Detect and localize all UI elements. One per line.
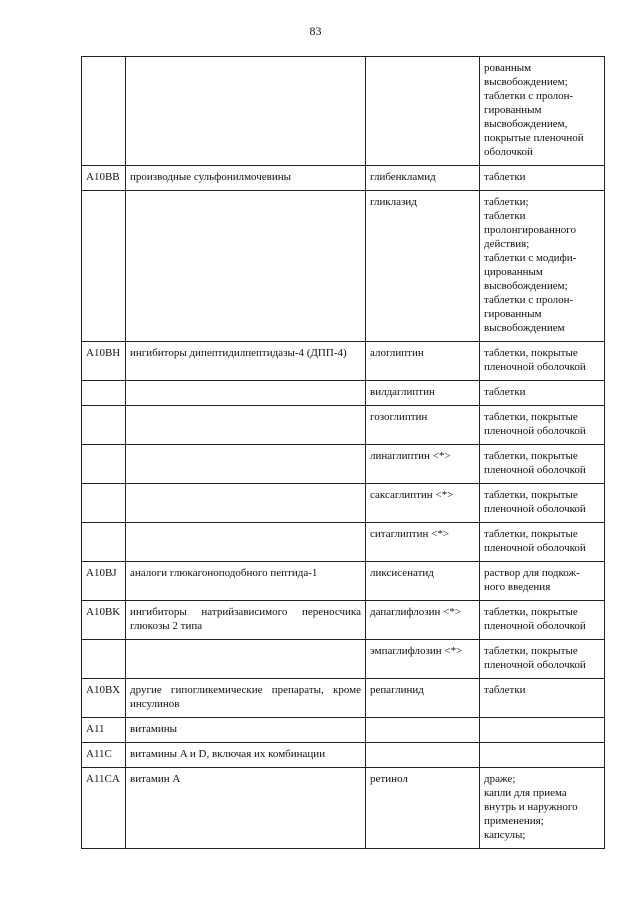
dosage-form-cell: таблетки, покрытые пленочной оболочкой [480,342,605,381]
drug-name-cell [366,57,480,166]
atc-code-cell: A10BX [82,679,126,718]
drug-name-cell: ретинол [366,768,480,849]
drug-name-cell: гликлазид [366,191,480,342]
table-row [82,718,605,743]
atc-code-cell [82,484,126,523]
group-name-cell: ингибиторы дипептидилпептидазы-4 (ДПП-4) [126,342,366,381]
table-row [82,679,605,718]
dosage-form-cell: рованным высвобождением; таблетки с пролон- гированным высвобождением, покрытые пленочной оболочкой [480,57,605,166]
table-row [82,484,605,523]
table-row [82,406,605,445]
group-name-cell: витамины [126,718,366,743]
dosage-form-cell [480,743,605,768]
table-row [82,768,605,849]
dosage-form-cell: таблетки [480,166,605,191]
atc-code-cell [82,57,126,166]
group-name-cell [126,191,366,342]
dosage-form-cell: таблетки [480,679,605,718]
table-row [82,640,605,679]
group-name-cell [126,445,366,484]
group-name-cell [126,381,366,406]
atc-code-cell: A11 [82,718,126,743]
drug-name-cell: эмпаглифлозин <*> [366,640,480,679]
drug-name-cell: вилдаглиптин [366,381,480,406]
dosage-form-cell: таблетки; таблетки пролонгированного действия; таблетки с модифи- цированным высвобождением; таблетки с пролон- гированным высвобождением [480,191,605,342]
drug-name-cell: ситаглиптин <*> [366,523,480,562]
dosage-form-cell: таблетки, покрытые пленочной оболочкой [480,484,605,523]
dosage-form-cell: таблетки, покрытые пленочной оболочкой [480,523,605,562]
dosage-form-cell: таблетки, покрытые пленочной оболочкой [480,445,605,484]
atc-code-cell [82,381,126,406]
table-row [82,523,605,562]
dosage-form-cell: драже; капли для приема внутрь и наружного применения; капсулы; [480,768,605,849]
table-row [82,342,605,381]
table-row [82,601,605,640]
drug-table [81,56,605,849]
group-name-cell: витамины A и D, включая их комбинации [126,743,366,768]
dosage-form-cell: таблетки, покрытые пленочной оболочкой [480,640,605,679]
atc-code-cell: A10BB [82,166,126,191]
group-name-cell: другие гипогликемические препараты, кроме инсулинов [126,679,366,718]
group-name-cell [126,57,366,166]
table-row [82,743,605,768]
drug-name-cell [366,743,480,768]
dosage-form-cell: таблетки, покрытые пленочной оболочкой [480,601,605,640]
atc-code-cell: A10BH [82,342,126,381]
atc-code-cell [82,523,126,562]
group-name-cell [126,406,366,445]
group-name-cell [126,523,366,562]
dosage-form-cell: таблетки [480,381,605,406]
atc-code-cell [82,445,126,484]
dosage-form-cell: таблетки, покрытые пленочной оболочкой [480,406,605,445]
group-name-cell: ингибиторы натрийзависимого переносчика глюкозы 2 типа [126,601,366,640]
table-row [82,445,605,484]
group-name-cell: аналоги глюкагоноподобного пептида-1 [126,562,366,601]
drug-name-cell: глибенкламид [366,166,480,191]
group-name-cell: производные сульфонилмочевины [126,166,366,191]
table-row [82,57,605,166]
drug-name-cell: репаглинид [366,679,480,718]
atc-code-cell [82,406,126,445]
drug-name-cell: гозоглиптин [366,406,480,445]
table-row [82,166,605,191]
atc-code-cell: A10BK [82,601,126,640]
drug-name-cell [366,718,480,743]
table-row [82,191,605,342]
group-name-cell [126,484,366,523]
drug-name-cell: алоглиптин [366,342,480,381]
atc-code-cell: A11C [82,743,126,768]
atc-code-cell [82,191,126,342]
drug-name-cell: саксаглиптин <*> [366,484,480,523]
table-row [82,562,605,601]
table-row [82,381,605,406]
atc-code-cell [82,640,126,679]
group-name-cell: витамин A [126,768,366,849]
atc-code-cell: A10BJ [82,562,126,601]
dosage-form-cell [480,718,605,743]
group-name-cell [126,640,366,679]
page-number: 83 [309,24,322,38]
dosage-form-cell: раствор для подкож- ного введения [480,562,605,601]
atc-code-cell: A11CA [82,768,126,849]
drug-name-cell: дапаглифлозин <*> [366,601,480,640]
drug-name-cell: линаглиптин <*> [366,445,480,484]
drug-name-cell: ликсисенатид [366,562,480,601]
